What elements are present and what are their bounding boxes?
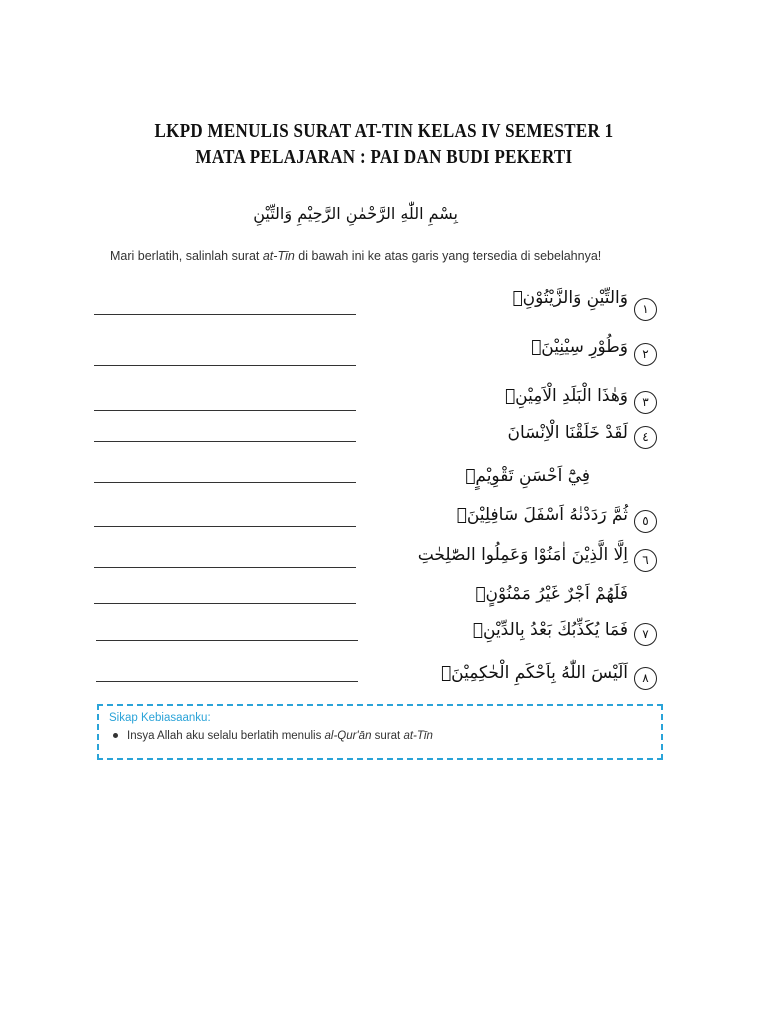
writing-line[interactable] xyxy=(96,681,358,682)
verse-2-number: ٢ xyxy=(634,343,657,366)
habit-item-surah: at-Tīn xyxy=(403,730,433,742)
writing-line[interactable] xyxy=(94,526,356,527)
habit-item-quran: al-Qur'ān xyxy=(324,730,372,742)
writing-line[interactable] xyxy=(94,410,356,411)
verse-3-text: وَهٰذَا الْبَلَدِ الْاَمِيْنِۙ xyxy=(504,386,628,406)
habit-item xyxy=(113,730,433,742)
bullet-icon xyxy=(113,733,118,738)
verse-8-number: ٨ xyxy=(634,667,657,690)
habit-item-middle: surat xyxy=(371,730,404,742)
writing-line[interactable] xyxy=(96,640,358,641)
page-title: LKPD MENULIS SURAT AT-TIN KELAS IV SEMESTER 1 xyxy=(154,119,614,142)
verse-6-number: ٦ xyxy=(634,549,657,572)
verse-4-text: لَقَدْ خَلَقْنَا الْاِنْسَانَ xyxy=(507,423,628,443)
writing-line[interactable] xyxy=(94,482,356,483)
instruction-before: Mari berlatih, salinlah surat xyxy=(110,249,263,263)
verse-4-continuation-text: فِيْٓ اَحْسَنِ تَقْوِيْمٍۖ xyxy=(465,466,590,486)
verse-6-continuation-text: فَلَهُمْ اَجْرٌ غَيْرُ مَمْنُوْنٍۗ xyxy=(475,584,628,604)
basmala-text: بِسْمِ اللّٰهِ الرَّحْمٰنِ الرَّحِيْمِ وَالتِّيْنِ xyxy=(253,204,458,223)
habit-item-before: Insya Allah aku selalu berlatih menulis xyxy=(127,730,325,742)
habit-box xyxy=(97,704,663,760)
verse-7-text: فَمَا يُكَذِّبُكَ بَعْدُ بِالدِّيْنِۗ xyxy=(472,620,628,640)
instruction-surah-name: at-Tīn xyxy=(262,249,295,263)
verse-3-number: ٣ xyxy=(634,391,657,414)
verse-1-number: ١ xyxy=(634,298,657,321)
verse-7-number: ٧ xyxy=(634,623,657,646)
verse-6-text: اِلَّا الَّذِيْنَ اٰمَنُوْا وَعَمِلُوا الصّٰلِحٰتِ xyxy=(417,545,628,565)
instruction-after: di bawah ini ke atas garis yang tersedia di sebelahnya! xyxy=(294,249,602,263)
verse-2-text: وَطُوْرِ سِيْنِيْنَۙ xyxy=(531,337,628,357)
verse-5-number: ٥ xyxy=(634,510,657,533)
page-subtitle: MATA PELAJARAN : PAI DAN BUDI PEKERTI xyxy=(195,145,573,168)
verse-1-text: وَالتِّيْنِ وَالزَّيْتُوْنِۙ xyxy=(512,288,628,308)
verse-4-number: ٤ xyxy=(634,426,657,449)
verse-8-text: اَلَيْسَ اللّٰهُ بِاَحْكَمِ الْحٰكِمِيْنَࣖ xyxy=(440,663,628,683)
habit-title: Sikap Kebiasaanku: xyxy=(109,712,211,724)
writing-line[interactable] xyxy=(94,365,356,366)
verse-5-text: ثُمَّ رَدَدْنٰهُ اَسْفَلَ سَافِلِيْنَۙ xyxy=(456,505,628,525)
writing-line[interactable] xyxy=(94,567,356,568)
instruction-text xyxy=(110,249,601,263)
writing-line[interactable] xyxy=(94,603,356,604)
writing-line[interactable] xyxy=(94,314,356,315)
writing-line[interactable] xyxy=(94,441,356,442)
